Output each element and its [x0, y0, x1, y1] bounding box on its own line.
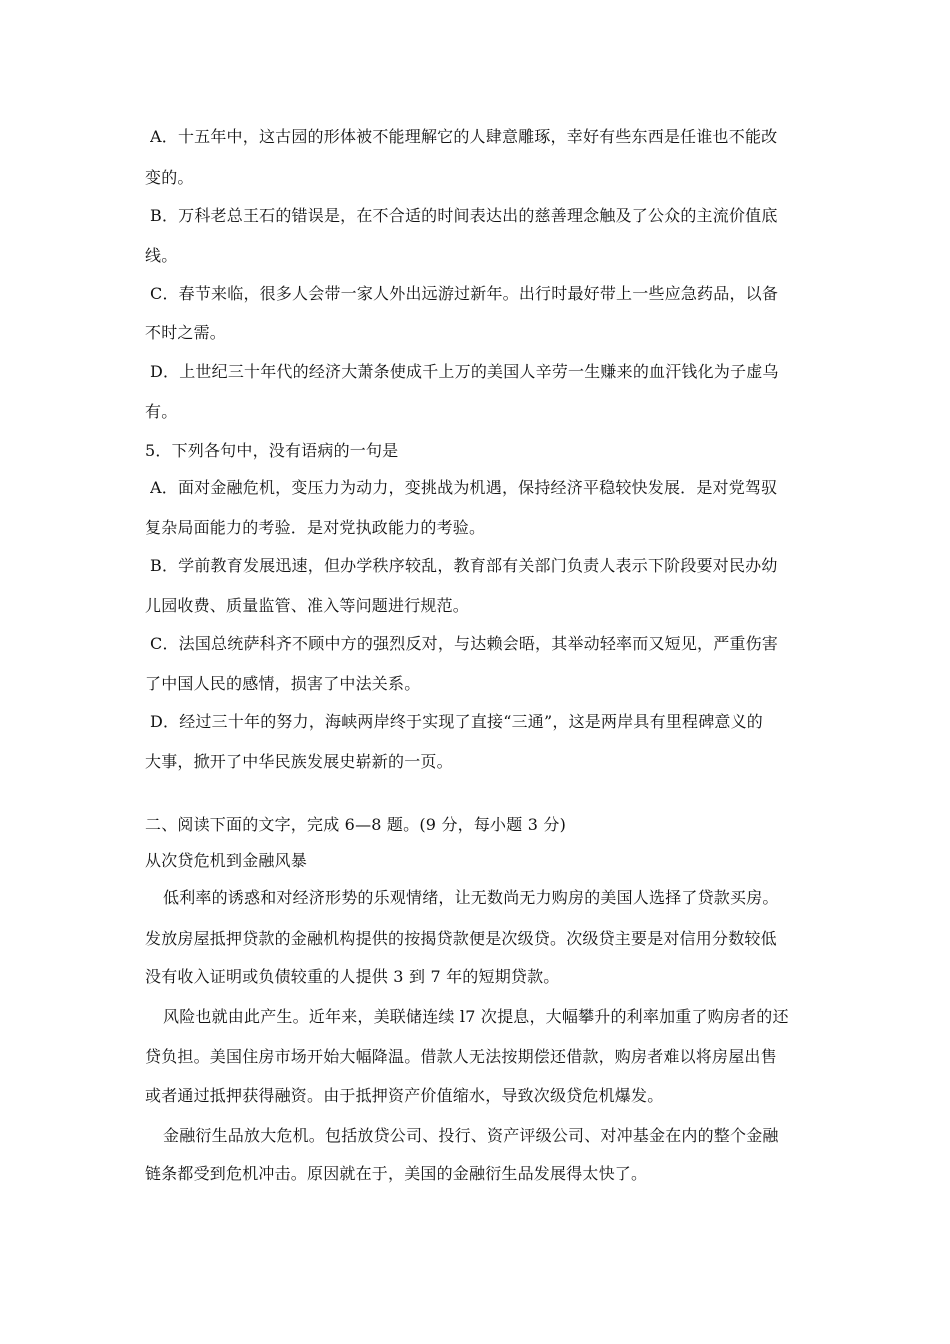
option-c-line-2: 不时之需。	[145, 323, 227, 342]
q5-option-c-line-2: 了中国人民的感情，损害了中法关系。	[145, 674, 421, 693]
question-5-stem: 5．下列各句中，没有语病的一句是	[145, 441, 399, 460]
paragraph-2-line-2: 贷负担。美国住房市场开始大幅降温。借款人无法按期偿还借款，购房者难以将房屋出售	[145, 1047, 777, 1066]
option-a-line-2: 变的。	[145, 168, 194, 187]
option-b-line-2: 线。	[145, 246, 178, 265]
q5-option-b-line-1: B．学前教育发展迅速，但办学秩序较乱，教育部有关部门负责人表示下阶段要对民办幼	[150, 556, 778, 575]
q5-option-d-line-2: 大事，掀开了中华民族发展史崭新的一页。	[145, 752, 453, 771]
option-d-line-1: D．上世纪三十年代的经济大萧条使成千上万的美国人辛劳一生赚来的血汗钱化为子虚乌	[150, 362, 779, 381]
option-a-line-1: A．十五年中，这古园的形体被不能理解它的人肆意雕琢，幸好有些东西是任谁也不能改	[150, 127, 778, 146]
paragraph-3-line-2: 链条都受到危机冲击。原因就在于，美国的金融衍生品发展得太快了。	[145, 1164, 648, 1183]
option-b-line-1: B．万科老总王石的错误是，在不合适的时间表达出的慈善理念触及了公众的主流价值底	[150, 206, 778, 225]
q5-option-c-line-1: C．法国总统萨科齐不顾中方的强烈反对，与达赖会晤，其举动轻率而又短见，严重伤害	[150, 634, 779, 653]
paragraph-3-line-1: 金融衍生品放大危机。包括放贷公司、投行、资产评级公司、对冲基金在内的整个金融	[163, 1126, 779, 1145]
q5-option-b-line-2: 儿园收费、质量监管、准入等问题进行规范。	[145, 596, 470, 615]
q5-option-a-line-2: 复杂局面能力的考验．是对党执政能力的考验。	[145, 518, 486, 537]
q5-option-a-line-1: A．面对金融危机，变压力为动力，变挑战为机遇，保持经济平稳较快发展．是对党驾驭	[150, 478, 778, 497]
option-d-line-2: 有。	[145, 402, 178, 421]
paragraph-2-line-3: 或者通过抵押获得融资。由于抵押资产价值缩水，导致次级贷危机爆发。	[145, 1086, 664, 1105]
article-title: 从次贷危机到金融风暴	[145, 851, 308, 870]
option-c-line-1: C．春节来临，很多人会带一家人外出远游过新年。出行时最好带上一些应急药品，以备	[150, 284, 779, 303]
q5-option-d-line-1: D．经过三十年的努力，海峡两岸终于实现了直接“三通”，这是两岸具有里程碑意义的	[150, 712, 763, 731]
section-2-heading: 二、阅读下面的文字，完成 6—8 题。(9 分，每小题 3 分)	[145, 815, 567, 834]
paragraph-1-line-3: 没有收入证明或负债较重的人提供 3 到 7 年的短期贷款。	[145, 967, 560, 986]
paragraph-1-line-1: 低利率的诱惑和对经济形势的乐观情绪，让无数尚无力购房的美国人选择了贷款买房。	[163, 888, 779, 907]
paragraph-1-line-2: 发放房屋抵押贷款的金融机构提供的按揭贷款便是次级贷。次级贷主要是对信用分数较低	[145, 929, 777, 948]
paragraph-2-line-1: 风险也就由此产生。近年来，美联储连续 l7 次提息，大幅攀升的利率加重了购房者的还	[163, 1007, 789, 1026]
